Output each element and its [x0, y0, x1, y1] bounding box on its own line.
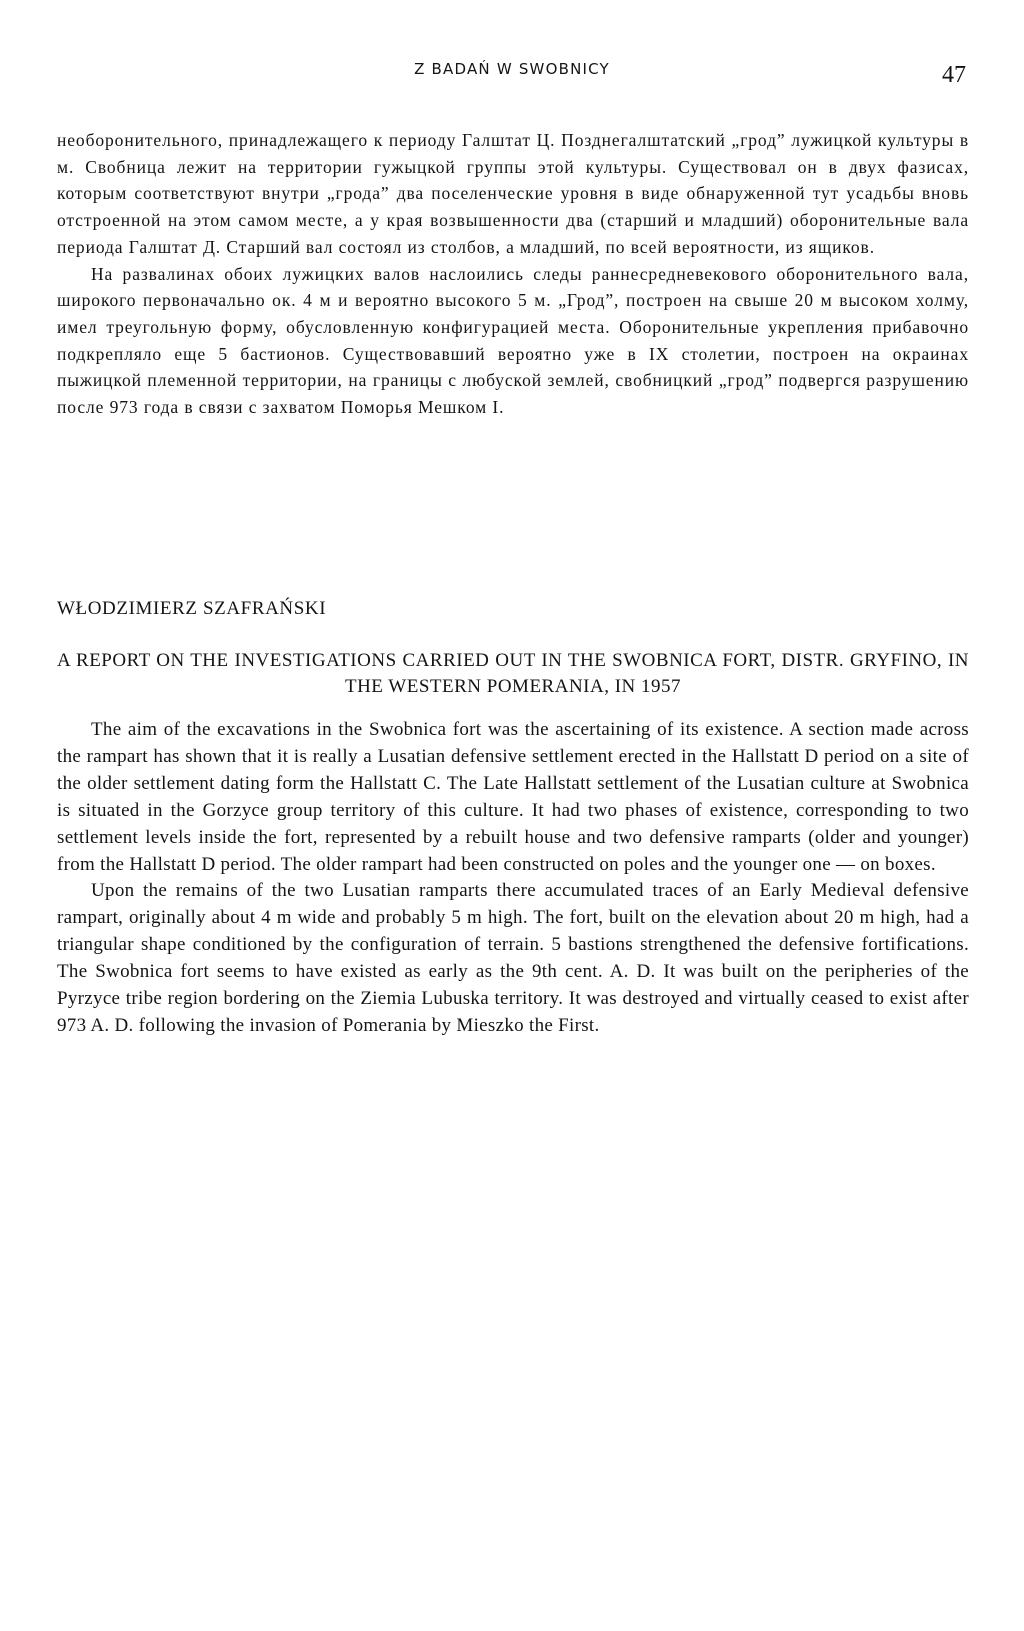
- russian-summary: [57, 127, 969, 421]
- running-head: Z BADAŃ W SWOBNICY: [414, 60, 610, 78]
- english-paragraph-2: Upon the remains of the two Lusatian ramparts there accumulated traces of an Early Medieval defensive rampart, originally about 4 m wide and probably 5 m high. The fort, built on the elevation about 20 m high, had a triangular shape conditioned by the configuration of terrain. 5 bastions strengthened the defensive fortifications. The Swobnica fort seems to have existed as early as the 9th cent. A. D. It was built on the peripheries of the Pyrzyce tribe region bordering on the Ziemia Lubuska territory. It was destroyed and virtually ceased to exist after 973 A. D. following the invasion of Pomerania by Mieszko the First.: [57, 880, 969, 1036]
- russian-paragraph-1: необоронительного, принадлежащего к периоду Галштат Ц. Позднегалштатский „грод” лужицкой культуры в м. Свобница лежит на территории гужыцкой группы этой культуры. Существовал он в двух фазисах, которым соответствуют внутри „грода” два поселенческие уровня в виде обнаруженной тут усадьбы вновь отстроенной на этом самом месте, а у края возвышенности два (старший и младший) оборонительные вала периода Галштат Д. Старший вал состоял из столбов, а младший, по всей вероятности, из ящиков.: [57, 130, 969, 257]
- english-paragraph-1: The aim of the excavations in the Swobnica fort was the ascertaining of its existence. A section made across the rampart has shown that it is really a Lusatian defensive settlement erected in the Hallstatt D period on a site of the older settlement dating form the Hallstatt C. The Late Hallstatt settlement of the Lusatian culture at Swobnica is situated in the Gorzyce group territory of this culture. It had two phases of existence, corresponding to two settlement levels inside the fort, represented by a rebuilt house and two defensive ramparts (older and younger) from the Hallstatt D period. The older rampart had been constructed on poles and the younger one — on boxes.: [57, 719, 969, 875]
- author-name: WŁODZIMIERZ SZAFRAŃSKI: [57, 598, 327, 619]
- russian-paragraph-2: На развалинах обоих лужицких валов наслоились следы раннесредневекового оборонительного вала, широкого первоначально ок. 4 м и вероятно высокого 5 м. „Грод”, построен на свыше 20 м высоком холму, имел треугольную форму, обусловленную конфигурацией места. Оборонительные укрепления прибавочно подкрепляло еще 5 бастионов. Существовавший вероятно уже в IX столетии, построен на окраинах пыжицкой племенной территории, на границы с любуской землей, свобницкий „грод” подвергся разрушению после 973 года в связи с захватом Поморья Мешком I.: [57, 263, 969, 418]
- article-title: A REPORT ON THE INVESTIGATIONS CARRIED OUT IN THE SWOBNICA FORT, DISTR. GRYFINO, IN THE WESTERN POMERANIA, IN 1957: [57, 650, 969, 697]
- english-summary: [57, 717, 969, 1040]
- page-number: 47: [942, 62, 966, 88]
